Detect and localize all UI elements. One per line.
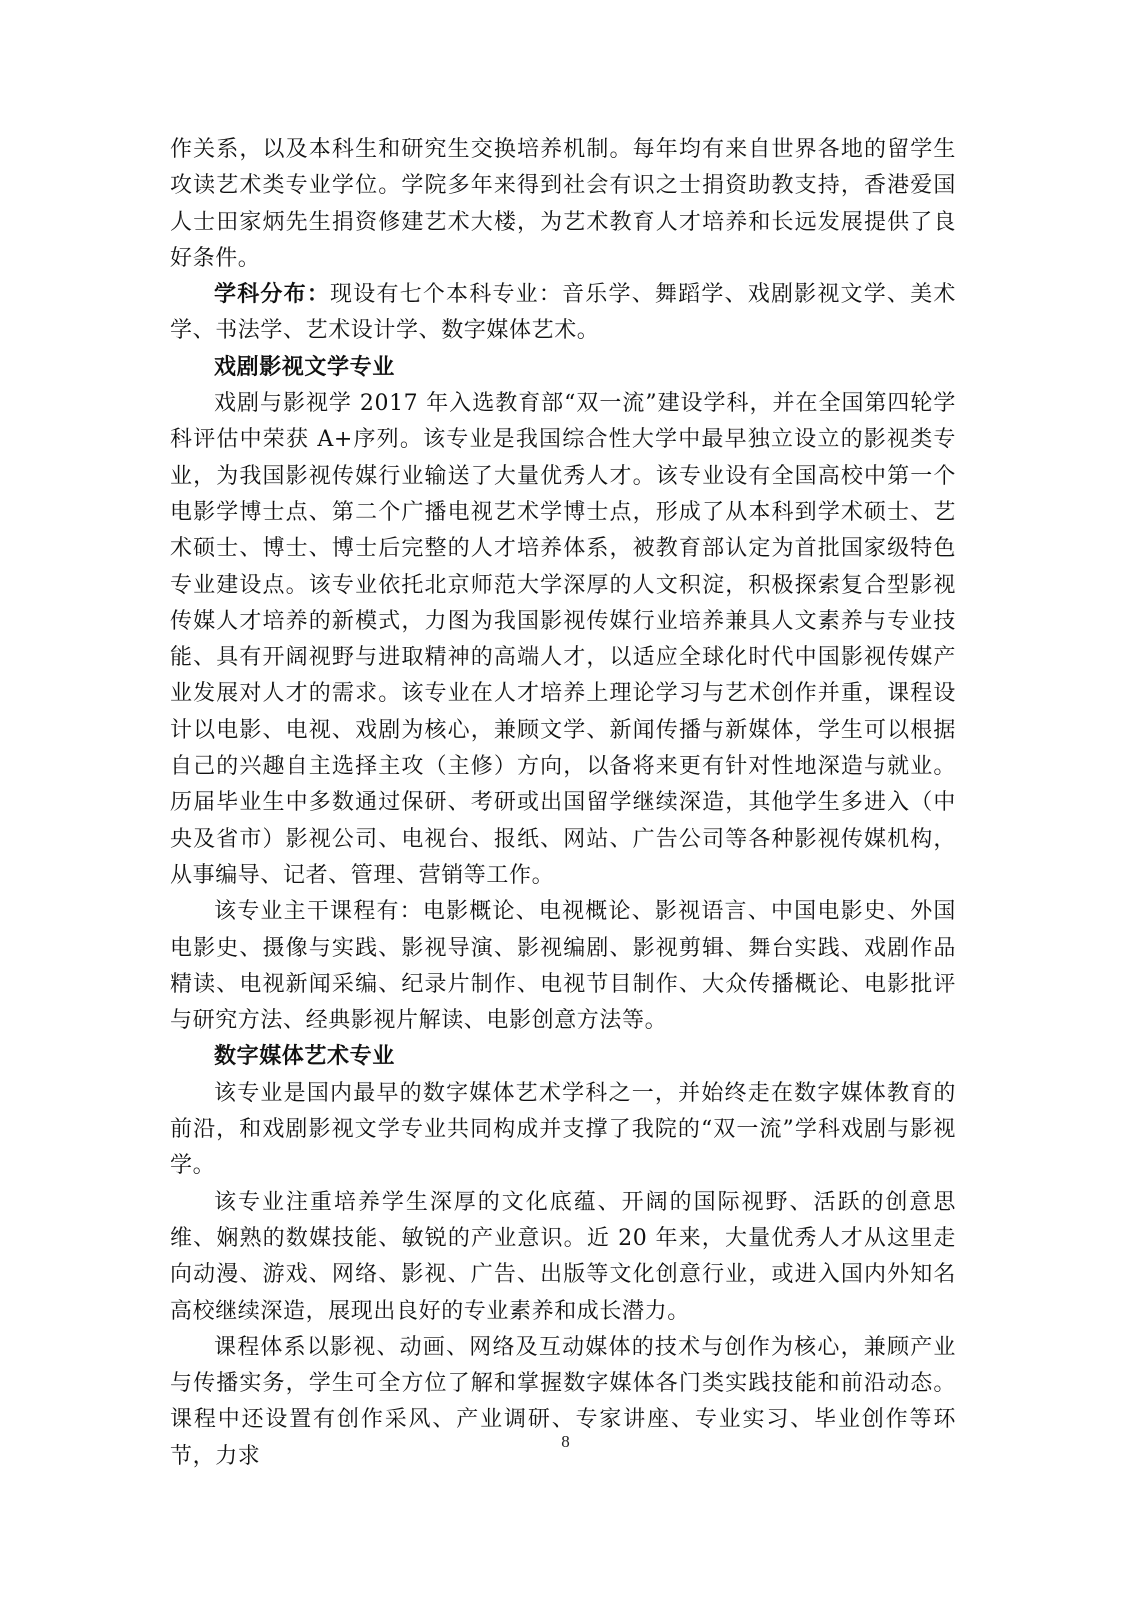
digital-media-paragraph-2: 该专业注重培养学生深厚的文化底蕴、开阔的国际视野、活跃的创意思维、娴熟的数媒技能、敏锐的产业意识。近 20 年来，大量优秀人才从这里走向动漫、游戏、网络、影视、广告、出版等文化创意行业，或进入国内外知名高校继续深造，展现出良好的专业素养和成长潜力。: [170, 1189, 956, 1324]
intro-continuation-paragraph: 作关系，以及本科生和研究生交换培养机制。每年均有来自世界各地的留学生攻读艺术类专业学位。学院多年来得到社会有识之士捐资助教支持，香港爱国人士田家炳先生捐资修建艺术大楼，为艺术教育人才培养和长远发展提供了良好条件。: [170, 137, 956, 271]
digital-media-paragraph-3: 课程体系以影视、动画、网络及互动媒体的技术与创作为核心，兼顾产业与传播实务，学生可全方位了解和掌握数字媒体各门类实践技能和前沿动态。课程中还设置有创作采风、产业调研、专家讲座、专业实习、毕业创作等环节，力求: [170, 1334, 956, 1469]
disciplines-paragraph: [170, 277, 956, 350]
digital-media-section-heading: 数字媒体艺术专业: [214, 1044, 395, 1070]
page-number: 8: [561, 1432, 570, 1451]
drama-paragraph-1: 戏剧与影视学 2017 年入选教育部“双一流”建设学科，并在全国第四轮学科评估中荣获 A+序列。该专业是我国综合性大学中最早独立设立的影视类专业，为我国影视传媒行业输送了大量优秀人才。该专业设有全国高校中第一个电影学博士点、第二个广播电视艺术学博士点，形成了从本科到学术硕士、艺术硕士、博士、博士后完整的人才培养体系，被教育部认定为首批国家级特色专业建设点。该专业依托北京师范大学深厚的人文积淀，积极探索复合型影视传媒人才培养的新模式，力图为我国影视传媒行业培养兼具人文素养与专业技能、具有开阔视野与进取精神的高端人才，以适应全球化时代中国影视传媒产业发展对人才的需求。该专业在人才培养上理论学习与艺术创作并重，课程设计以电影、电视、戏剧为核心，兼顾文学、新闻传播与新媒体，学生可以根据自己的兴趣自主选择主攻（主修）方向，以备将来更有针对性地深造与就业。历届毕业生中多数通过保研、考研或出国留学继续深造，其他学生多进入（中央及省市）影视公司、电视台、报纸、网站、广告公司等各种影视传媒机构，从事编导、记者、管理、营销等工作。: [170, 391, 956, 888]
digital-media-paragraph-1: 该专业是国内最早的数字媒体艺术学科之一，并始终走在数字媒体教育的前沿，和戏剧影视文学专业共同构成并支撑了我院的“双一流”学科戏剧与影视学。: [170, 1080, 956, 1179]
drama-section-heading: 戏剧影视文学专业: [214, 354, 395, 380]
page-body: [170, 132, 956, 1475]
drama-paragraph-2: 该专业主干课程有：电影概论、电视概论、影视语言、中国电影史、外国电影史、摄像与实践、影视导演、影视编剧、影视剪辑、舞台实践、戏剧作品精读、电视新闻采编、纪录片制作、电视节目制作、大众传播概论、电影批评与研究方法、经典影视片解读、电影创意方法等。: [170, 899, 956, 1034]
disciplines-text: 现设有七个本科专业：音乐学、舞蹈学、戏剧影视文学、美术学、书法学、艺术设计学、数字媒体艺术。: [170, 282, 956, 344]
disciplines-label: 学科分布：: [214, 282, 331, 308]
